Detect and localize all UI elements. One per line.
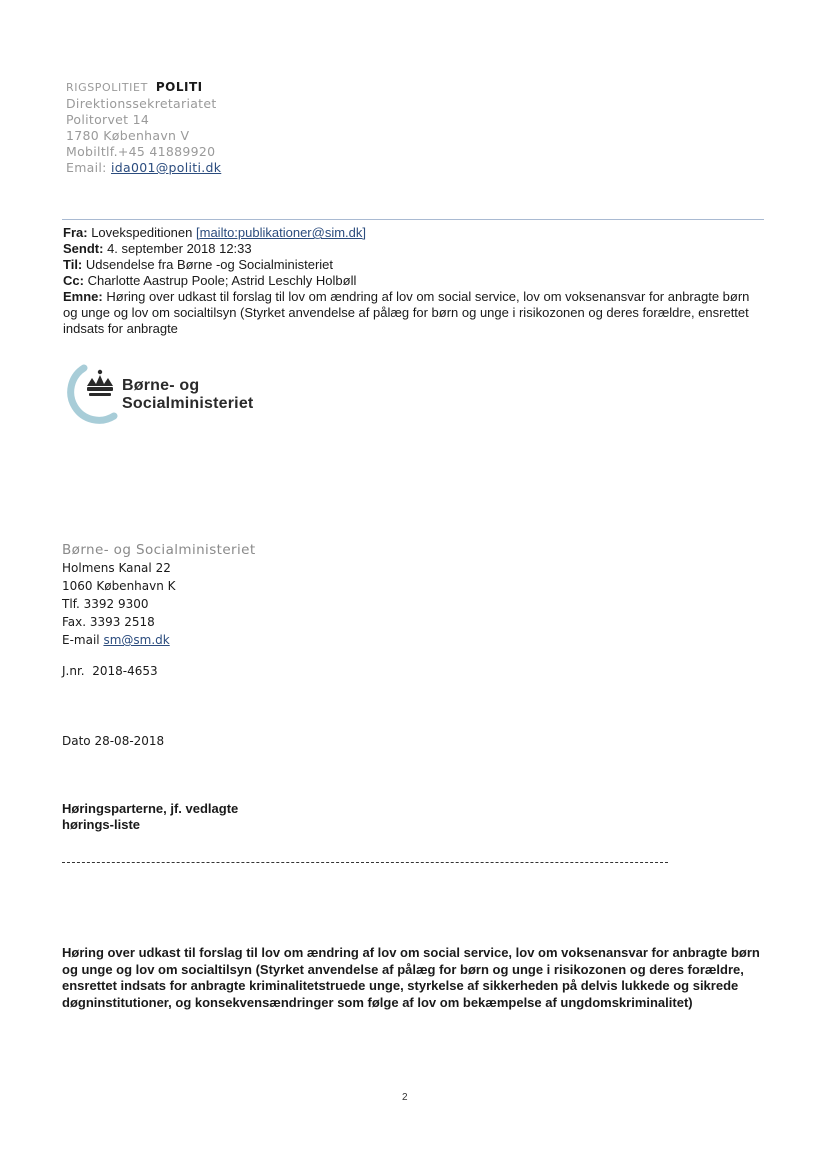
ministry-email-link[interactable]: sm@sm.dk xyxy=(103,633,170,647)
sender-brand: POLITI xyxy=(155,80,203,94)
logo-wordmark xyxy=(122,377,253,413)
from-value: Lovekspeditionen xyxy=(91,225,193,240)
letter-subject: Høring over udkast til forslag til lov om ændring af lov om social service, lov om voksenansvar for anbragte børn og unge og lov om socialtilsyn (Styrket anvendelse af pålæg for børn og unge i risikozonen og deres forældre, ensrettet indsats for anbragte kriminalitetstruede unge, styrkelse af sikkerheden på delvis lukkede og sikrede døgninstitutioner, og konsekvensændringer som følge af lov om bekæmpelse af ungdomskriminalitet) xyxy=(62,945,760,1010)
dashed-separator xyxy=(62,862,668,863)
from-row xyxy=(63,225,763,241)
header-divider xyxy=(62,219,764,220)
sent-row xyxy=(63,241,763,257)
sender-email-link[interactable]: ida001@politi.dk xyxy=(110,160,222,175)
to-row xyxy=(63,257,763,273)
from-label: Fra: xyxy=(63,225,88,240)
from-mailto-link[interactable]: [mailto:publikationer@sim.dk] xyxy=(196,225,366,240)
ministry-fax: Fax. 3393 2518 xyxy=(62,615,155,629)
ministry-email-label: E-mail xyxy=(62,633,100,647)
recipients-line-1: Høringsparterne, jf. vedlagte xyxy=(62,801,239,816)
ministry-name: Børne- og Socialministeriet xyxy=(62,542,256,558)
cc-row xyxy=(63,273,763,289)
ministry-city: 1060 København K xyxy=(62,579,176,593)
to-label: Til: xyxy=(63,257,83,272)
subject-value: Høring over udkast til forslag til lov om ændring af lov om social service, lov om voksenansvar for anbragte børn og unge og lov om socialtilsyn (Styrket anvendelse af pålæg for børn og unge i risikozonen og deres forældre, ensrettet indsats for anbragte xyxy=(63,289,750,336)
page-number: 2 xyxy=(402,1092,408,1103)
recipients xyxy=(62,801,238,833)
sender-city: 1780 København V xyxy=(66,128,190,143)
cc-label: Cc: xyxy=(63,273,84,288)
cc-value: Charlotte Aastrup Poole; Astrid Leschly Holbøll xyxy=(87,273,357,288)
subject-row xyxy=(63,289,763,337)
letter-date: Dato 28-08-2018 xyxy=(62,734,165,748)
logo-line-2: Socialministeriet xyxy=(122,395,254,412)
recipients-line-2: hørings-liste xyxy=(62,817,141,832)
ministry-phone: Tlf. 3392 9300 xyxy=(62,597,149,611)
sender-mobile: Mobiltlf.+45 41889920 xyxy=(66,144,216,159)
sender-email-row xyxy=(66,160,221,176)
ministry-email-row xyxy=(62,631,256,649)
subject-label: Emne: xyxy=(63,289,103,304)
crown-icon xyxy=(87,370,113,396)
sender-block xyxy=(66,79,221,176)
email-header xyxy=(63,225,763,337)
sender-email-label: Email: xyxy=(66,160,107,175)
sender-street: Politorvet 14 xyxy=(66,112,150,127)
journal-number: J.nr. 2018-4653 xyxy=(62,664,158,678)
ministry-street: Holmens Kanal 22 xyxy=(62,561,171,575)
to-value: Udsendelse fra Børne -og Socialministeriet xyxy=(85,257,333,272)
ministry-address xyxy=(62,541,256,649)
sender-org xyxy=(66,79,221,96)
sender-org-line: RIGSPOLITIET xyxy=(66,81,148,94)
sender-department: Direktionssekretariatet xyxy=(66,96,217,111)
logo-line-1: Børne- og xyxy=(122,377,200,394)
sent-label: Sendt: xyxy=(63,241,104,256)
sent-value: 4. september 2018 12:33 xyxy=(107,241,252,256)
